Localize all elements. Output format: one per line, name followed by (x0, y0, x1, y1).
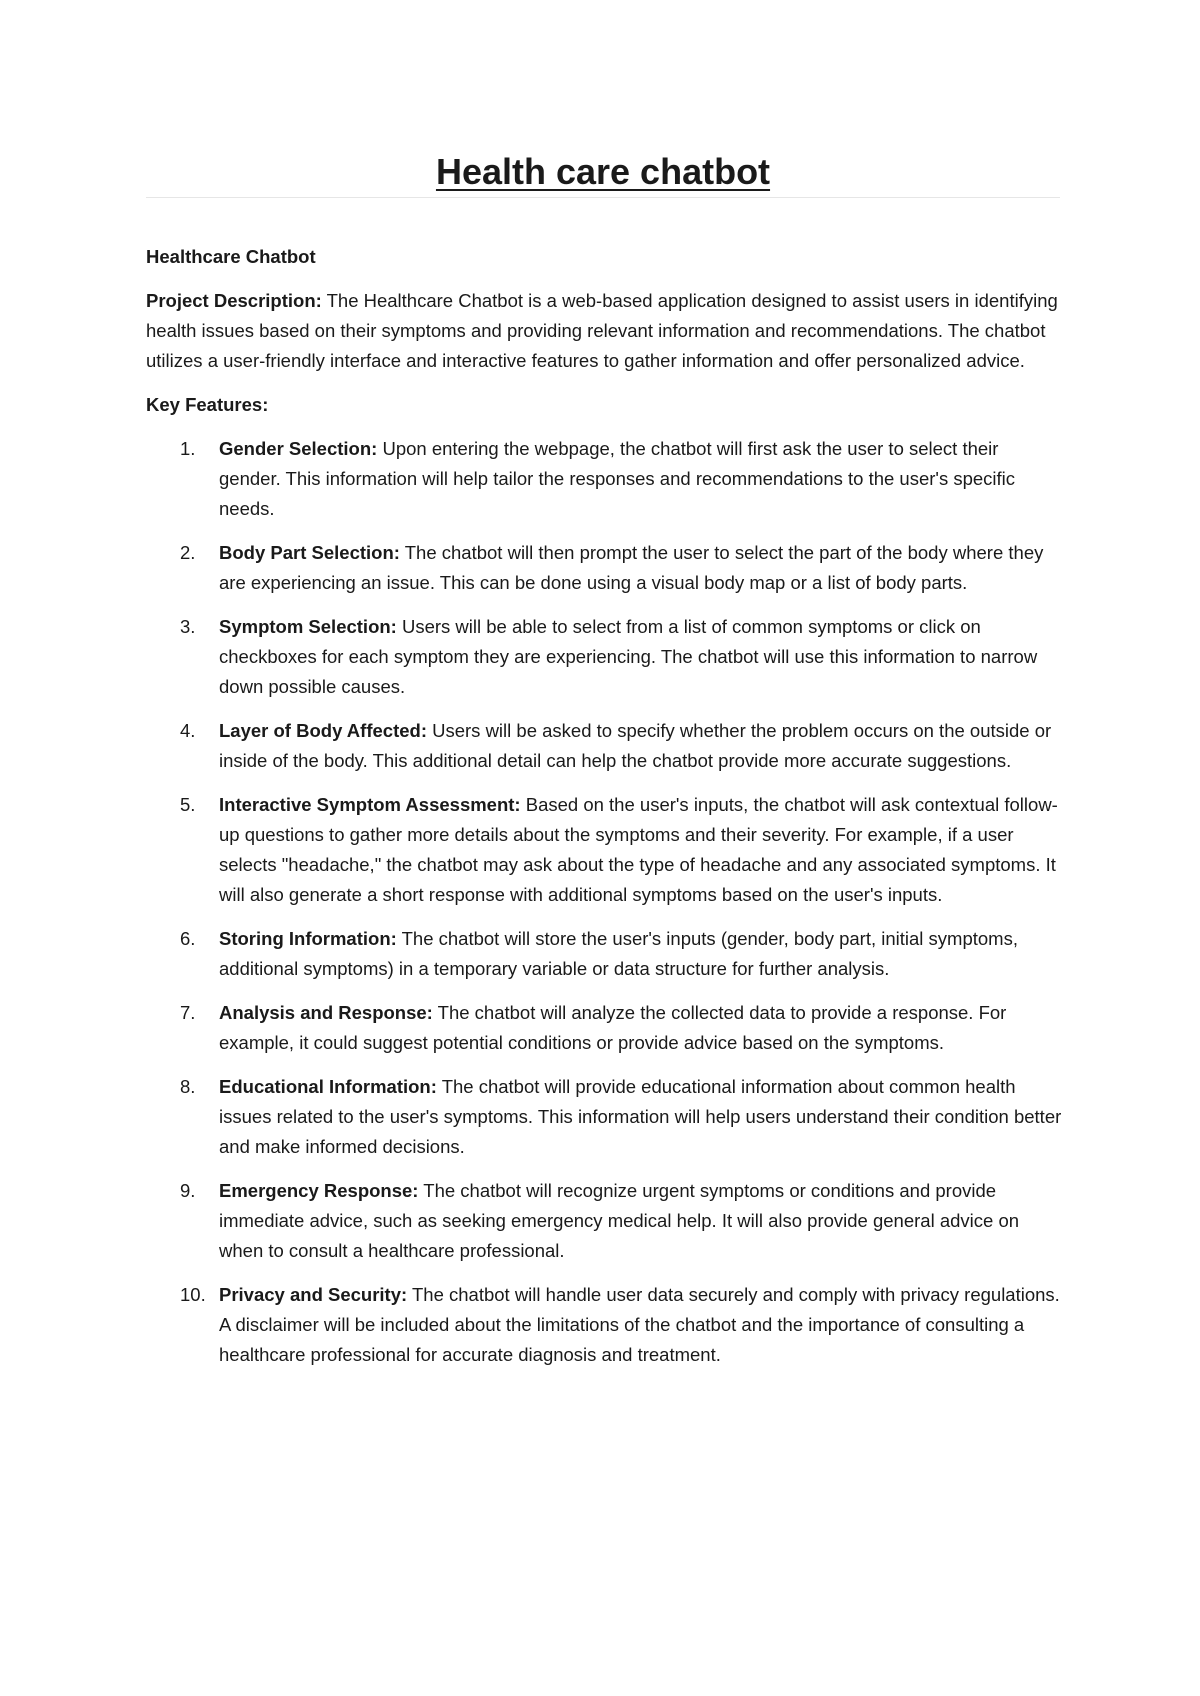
feature-number: 3. (180, 616, 196, 637)
feature-item (146, 998, 1064, 1058)
feature-label: Educational Information: (219, 1076, 437, 1097)
feature-label: Privacy and Security: (219, 1284, 408, 1305)
feature-label: Analysis and Response: (219, 1002, 433, 1023)
key-features-heading: Key Features: (146, 394, 269, 415)
feature-item (146, 924, 1064, 984)
feature-number: 4. (180, 720, 196, 741)
description-text: The Healthcare Chatbot is a web-based application designed to assist users in identifying health issues based on their symptoms and providing relevant information and recommendations. The chatbot utilizes a user-friendly interface and interactive features to gather information and offer personalized advice. (146, 290, 1058, 371)
feature-text: The chatbot will handle user data securely and comply with privacy regulations. A disclaimer will be included about the limitations of the chatbot and the importance of consulting a healthcare professional for accurate diagnosis and treatment. (219, 1284, 1060, 1365)
features-list (146, 434, 1064, 1370)
feature-number: 5. (180, 794, 196, 815)
feature-text: Based on the user's inputs, the chatbot will ask contextual follow-up questions to gather more details about the symptoms and their severity. For example, if a user selects "headache," the chatbot may ask about the type of headache and any associated symptoms. It will also generate a short response with additional symptoms based on the user's inputs. (219, 794, 1058, 905)
feature-number: 8. (180, 1076, 196, 1097)
feature-number: 9. (180, 1180, 196, 1201)
description-label: Project Description: (146, 290, 322, 311)
feature-text: The chatbot will recognize urgent symptoms or conditions and provide immediate advice, such as seeking emergency medical help. It will also provide general advice on when to consult a healthcare professional. (219, 1180, 1020, 1261)
feature-item (146, 538, 1064, 598)
feature-item (146, 716, 1064, 776)
feature-label: Storing Information: (219, 928, 397, 949)
title-divider (146, 197, 1060, 198)
feature-text: The chatbot will then prompt the user to select the part of the body where they are experiencing an issue. This can be done using a visual body map or a list of body parts. (219, 542, 1044, 593)
feature-item (146, 1176, 1064, 1266)
document-body (146, 242, 1064, 1384)
feature-label: Symptom Selection: (219, 616, 397, 637)
feature-item (146, 1280, 1064, 1370)
feature-text: Upon entering the webpage, the chatbot will first ask the user to select their gender. This information will help tailor the responses and recommendations to the user's specific needs. (219, 438, 1016, 519)
feature-number: 10. (180, 1284, 206, 1305)
feature-number: 1. (180, 438, 196, 459)
feature-number: 6. (180, 928, 196, 949)
feature-label: Body Part Selection: (219, 542, 400, 563)
feature-text: The chatbot will store the user's inputs (gender, body part, initial symptoms, additional symptoms) in a temporary variable or data structure for further analysis. (219, 928, 1018, 979)
feature-label: Gender Selection: (219, 438, 378, 459)
feature-label: Layer of Body Affected: (219, 720, 427, 741)
project-description (146, 286, 1064, 376)
section-heading: Healthcare Chatbot (146, 246, 316, 267)
document-title: Health care chatbot (435, 151, 771, 192)
feature-label: Interactive Symptom Assessment: (219, 794, 521, 815)
feature-text: The chatbot will analyze the collected data to provide a response. For example, it could suggest potential conditions or provide advice based on the symptoms. (219, 1002, 1007, 1053)
feature-text: Users will be able to select from a list of common symptoms or click on checkboxes for each symptom they are experiencing. The chatbot will use this information to narrow down possible causes. (219, 616, 1038, 697)
feature-text: The chatbot will provide educational information about common health issues related to the user's symptoms. This information will help users understand their condition better and make informed decisions. (219, 1076, 1062, 1157)
feature-number: 7. (180, 1002, 196, 1023)
feature-number: 2. (180, 542, 196, 563)
feature-item (146, 612, 1064, 702)
feature-item (146, 434, 1064, 524)
feature-item (146, 790, 1064, 910)
feature-text: Users will be asked to specify whether the problem occurs on the outside or inside of the body. This additional detail can help the chatbot provide more accurate suggestions. (219, 720, 1052, 771)
feature-label: Emergency Response: (219, 1180, 419, 1201)
feature-item (146, 1072, 1064, 1162)
